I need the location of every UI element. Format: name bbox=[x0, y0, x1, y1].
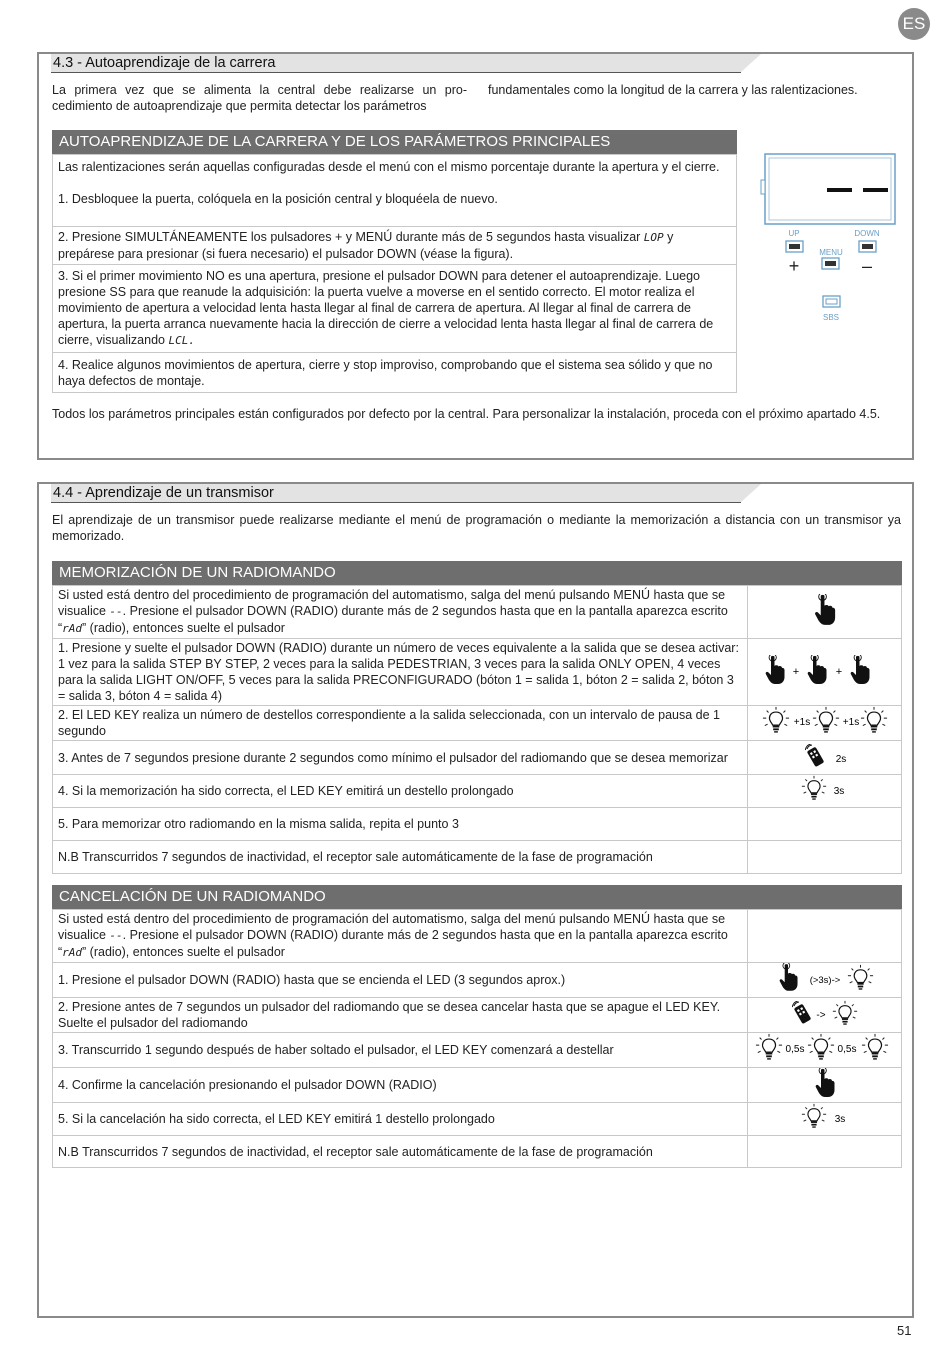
led-blink-sequence-icon bbox=[755, 1033, 895, 1063]
mem-step-0-pre: Si usted está dentro del procedimiento de programación del automatismo, salga del menú pulsando MENÚ hasta que se visualice bbox=[58, 588, 726, 618]
svg-text:3s: 3s bbox=[833, 786, 844, 797]
cancel-step-0-post: ” (radio), entonces suelte el pulsador bbox=[82, 945, 285, 959]
mem-step-5: 5. Para memorizar otro radiomando en la misma salida, repita el punto 3 bbox=[53, 808, 748, 841]
memorization-table bbox=[52, 585, 902, 874]
panel-minus-label: – bbox=[861, 256, 873, 276]
control-panel-figure bbox=[759, 150, 899, 330]
panel-menu-label: MENU bbox=[819, 248, 843, 257]
cancel-step-4: 4. Confirme la cancelación presionando el pulsador DOWN (RADIO) bbox=[53, 1068, 748, 1103]
mem-step-0-mid: . Presione el pulsador DOWN (RADIO) durante más de 2 segundos hasta que en la pantalla aparezca escrito “ bbox=[58, 604, 728, 635]
hand-press-icon bbox=[814, 1068, 836, 1098]
lcd-display-text: -- bbox=[109, 929, 123, 942]
autolearn-step-2-post: y prepárese para presionar (si fuera necesario) el pulsador DOWN (véase la figura). bbox=[58, 230, 674, 261]
hand-press-icon bbox=[814, 594, 836, 626]
cancel-step-2: 2. Presione antes de 7 segundos un pulsador del radiomando que se desea cancelar hasta que se apague el LED KEY. Suelte el pulsador del radiomando bbox=[53, 998, 748, 1033]
autolearn-note: Las ralentizaciones serán aquellas configuradas desde el menú con el mismo porcentaje durante la apertura y el cierre. bbox=[58, 160, 720, 174]
table-row bbox=[53, 963, 902, 998]
mem-step-1: 1. Presione y suelte el pulsador DOWN (RADIO) durante un número de veces equivalente a la salida que se desea activar: 1 vez para la salida STEP BY STEP, 2 veces para la salida PEDESTRIAN, 3 veces para la salida ONLY OPEN, 4 veces para la salida LIGHT ON/OFF, 5 veces para la salida PRECONFIGURADO (bóton 1 = salida 1, bóton 2 = salida 2, bóton 3 = salida 3, bóton 4 = salida 4) bbox=[53, 639, 748, 706]
autolearn-step-1: 1. Desbloquee la puerta, colóquela en la posición central y bloquéela de nuevo. bbox=[58, 192, 498, 206]
cancellation-table-title: CANCELACIÓN DE UN RADIOMANDO bbox=[52, 885, 902, 909]
remote-press-icon bbox=[795, 742, 855, 770]
table-row bbox=[53, 910, 902, 963]
section-4-3-header bbox=[51, 54, 741, 73]
svg-text:+1s: +1s bbox=[842, 717, 859, 728]
autolearn-table-title: AUTOAPRENDIZAJE DE LA CARRERA Y DE LOS PARÁMETROS PRINCIPALES bbox=[52, 130, 737, 154]
language-badge: ES bbox=[898, 8, 930, 40]
panel-up-label: UP bbox=[788, 229, 800, 238]
cancel-step-3: 3. Transcurrido 1 segundo después de haber soltado el pulsador, el LED KEY comenzará a destellar bbox=[53, 1033, 748, 1068]
lcd-display-text: -- bbox=[109, 605, 123, 618]
lcd-display-text: rAd bbox=[62, 946, 83, 959]
panel-plus-label: + bbox=[788, 256, 800, 276]
mem-step-2: 2. El LED KEY realiza un número de destellos correspondiente a la salida seleccionada, con un intervalo de pausa de 1 segundo bbox=[53, 706, 748, 741]
mem-step-0-post: ” (radio), entonces suelte el pulsador bbox=[82, 621, 285, 635]
svg-text:+: + bbox=[835, 666, 842, 678]
panel-sbs-label: SBS bbox=[822, 313, 840, 322]
svg-text:0,5s: 0,5s bbox=[785, 1044, 804, 1055]
autolearn-step-3-pre: 3. Si el primer movimiento NO es una apertura, presione el pulsador DOWN para detener el autoaprendizaje. Luego presione SS para que reanude la adquisición: la puerta vuelve a moverse en el sentido correcto. El motor realiza el movimiento de apertura a velocidad lenta hasta llegar al final de carrera de apertura. Al llegar al final de carrera de apertura, la puerta arranca nuevamente hacia la dirección de cierre a velocidad lenta hasta llegar al final de carrera de cierre, visualizando bbox=[58, 269, 714, 347]
autolearn-table bbox=[52, 154, 737, 393]
mem-step-4: 4. Si la memorización ha sido correcta, el LED KEY emitirá un destello prolongado bbox=[53, 775, 748, 808]
led-long-flash-icon bbox=[795, 775, 855, 803]
memorization-table-title: MEMORIZACIÓN DE UN RADIOMANDO bbox=[52, 561, 902, 585]
cancellation-table bbox=[52, 909, 902, 1168]
section-4-3-intro-right: fundamentales como la longitud de la carrera y las ralentizaciones. bbox=[488, 83, 858, 97]
lcd-display-text: LCL. bbox=[168, 334, 195, 347]
table-row bbox=[53, 706, 902, 741]
table-row bbox=[53, 586, 902, 639]
svg-text:(>3s)->: (>3s)-> bbox=[809, 975, 840, 986]
svg-text:0,5s: 0,5s bbox=[837, 1044, 856, 1055]
table-row bbox=[53, 1068, 902, 1103]
table-row bbox=[53, 155, 737, 227]
cancel-step-0-mid: . Presione el pulsador DOWN (RADIO) durante más de 2 segundos hasta que en la pantalla aparezca escrito “ bbox=[58, 928, 728, 959]
section-4-4-title: 4.4 - Aprendizaje de un transmisor bbox=[53, 485, 274, 501]
svg-text:2s: 2s bbox=[835, 753, 846, 765]
hand-press-sequence-icon bbox=[765, 653, 885, 687]
remote-led-off-icon bbox=[790, 999, 860, 1027]
autolearn-step-2-pre: 2. Presione SIMULTÁNEAMENTE los pulsadores + y MENÚ durante más de 5 segundos hasta visualizar bbox=[58, 230, 644, 244]
svg-text:3s: 3s bbox=[834, 1114, 845, 1125]
section-4-3-title: 4.3 - Autoaprendizaje de la carrera bbox=[53, 55, 276, 71]
panel-down-label: DOWN bbox=[854, 229, 880, 238]
section-4-3-footer: Todos los parámetros principales están configurados por defecto por la central. Para personalizar la instalación, proceda con el próximo apartado 4.5. bbox=[52, 407, 881, 421]
table-row bbox=[53, 998, 902, 1033]
section-4-4-intro: El aprendizaje de un transmisor puede realizarse mediante el menú de programación o mediante la memorización a distancia con un transmisor ya memorizado. bbox=[52, 513, 901, 543]
table-row bbox=[53, 1103, 902, 1136]
section-4-4-box bbox=[37, 482, 914, 1318]
svg-text:->: -> bbox=[815, 1010, 826, 1021]
cancel-step-5: 5. Si la cancelación ha sido correcta, el LED KEY emitirá 1 destello prolongado bbox=[53, 1103, 748, 1136]
lcd-display-text: rAd bbox=[62, 622, 83, 635]
table-row bbox=[53, 841, 902, 874]
table-row bbox=[53, 741, 902, 775]
section-4-3-box bbox=[37, 52, 914, 460]
table-row bbox=[53, 265, 737, 353]
autolearn-step-4: 4. Realice algunos movimientos de apertura, cierre y stop improviso, comprobando que el sistema sea sólido y que no haya defectos de montaje. bbox=[53, 353, 737, 393]
led-long-flash-icon bbox=[795, 1103, 855, 1131]
svg-text:+1s: +1s bbox=[793, 717, 810, 728]
table-row bbox=[53, 639, 902, 706]
section-4-3-intro-left: La primera vez que se alimenta la central debe realizarse un pro-cedimiento de autoaprendizaje que permita detectar los parámetros bbox=[52, 83, 467, 113]
page-number: 51 bbox=[897, 1323, 912, 1338]
mem-step-3: 3. Antes de 7 segundos presione durante 2 segundos como mínimo el pulsador del radiomando que se desea memorizar bbox=[53, 741, 748, 775]
cancel-step-0-pre: Si usted está dentro del procedimiento de programación del automatismo, salga del menú pulsando MENÚ hasta que se visualice bbox=[58, 912, 726, 942]
cancel-step-1: 1. Presione el pulsador DOWN (RADIO) hasta que se encienda el LED (3 segundos aprox.) bbox=[53, 963, 748, 998]
cancel-note: N.B Transcurridos 7 segundos de inactividad, el receptor sale automáticamente de la fase de programación bbox=[53, 1136, 748, 1168]
svg-text:+: + bbox=[792, 666, 799, 678]
table-row bbox=[53, 353, 737, 393]
mem-note: N.B Transcurridos 7 segundos de inactividad, el receptor sale automáticamente de la fase de programación bbox=[53, 841, 748, 874]
section-4-4-header bbox=[51, 484, 741, 503]
table-row bbox=[53, 775, 902, 808]
table-row bbox=[53, 808, 902, 841]
table-row bbox=[53, 227, 737, 265]
lcd-display-text: LOP bbox=[643, 231, 664, 244]
led-flash-sequence-icon bbox=[762, 706, 888, 736]
hand-hold-led-on-icon bbox=[775, 963, 875, 993]
table-row bbox=[53, 1033, 902, 1068]
table-row bbox=[53, 1136, 902, 1168]
